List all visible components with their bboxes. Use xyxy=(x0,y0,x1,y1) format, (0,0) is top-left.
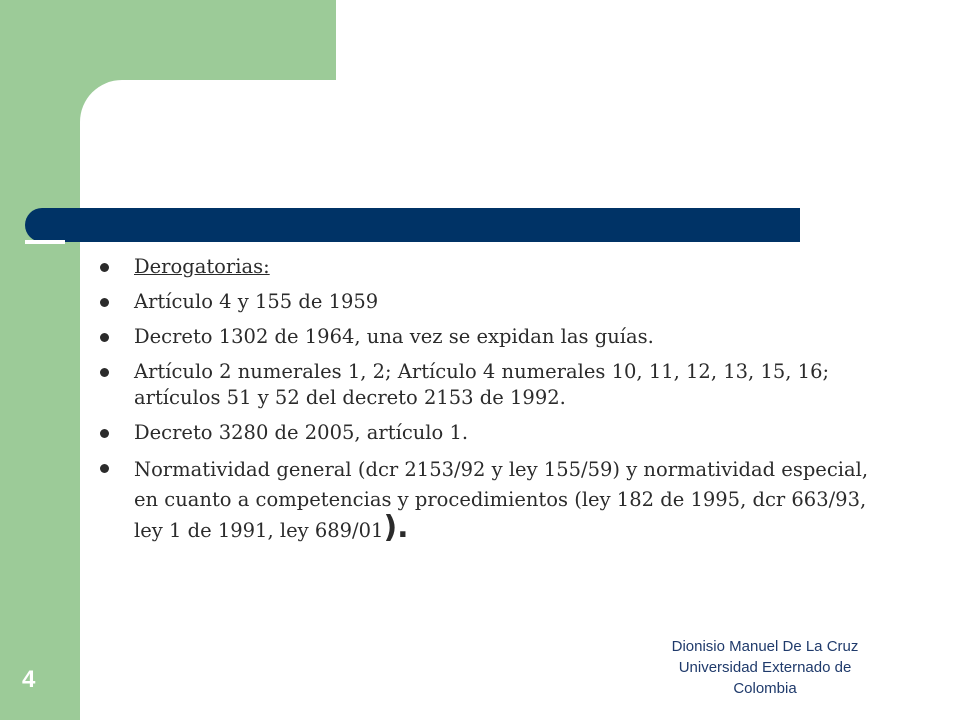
list-item-text: Artículo 4 y 155 de 1959 xyxy=(134,290,379,313)
closing-parenthesis: ). xyxy=(383,510,409,545)
bullet-icon xyxy=(100,368,109,377)
footer-credit xyxy=(630,636,900,699)
footer-country: Colombia xyxy=(733,680,797,697)
list-item-text: Artículo 2 numerales 1, 2; Artículo 4 numerales 10, 11, 12, 13, 15, 16; artículos 51 y 52 del decreto 2153 de 1992. xyxy=(134,360,830,409)
title-bar-cap xyxy=(25,240,65,244)
list-item-text: Normatividad general (dcr 2153/92 y ley 155/59) y normatividad especial, en cuanto a competencias y procedimientos (ley 182 de 1995, dcr 663/93, ley 1 de 1991, ley 689/01 xyxy=(134,458,869,542)
list-item xyxy=(98,289,898,315)
list-item xyxy=(98,420,898,446)
list-item-text: Derogatorias: xyxy=(134,255,270,278)
rounded-corner-decoration xyxy=(80,80,140,140)
footer-author: Dionisio Manuel De La Cruz xyxy=(671,638,859,655)
bullet-icon xyxy=(100,263,109,272)
bullet-icon xyxy=(100,333,109,342)
list-item-text: Decreto 3280 de 2005, artículo 1. xyxy=(134,421,469,444)
left-accent-strip xyxy=(0,0,80,720)
list-item xyxy=(98,324,898,350)
list-item xyxy=(98,254,898,280)
title-bar xyxy=(25,208,800,242)
list-item-text: Decreto 1302 de 1964, una vez se expidan las guías. xyxy=(134,325,654,348)
bullet-list-area xyxy=(98,254,898,555)
slide-number: 4 xyxy=(22,666,36,693)
footer-institution: Universidad Externado de xyxy=(678,659,852,676)
list-item xyxy=(98,455,898,546)
bullet-icon xyxy=(100,429,109,438)
top-accent-block xyxy=(80,0,336,80)
list-item xyxy=(98,359,898,411)
bullet-icon xyxy=(100,464,109,473)
bullet-list xyxy=(98,254,898,546)
bullet-icon xyxy=(100,298,109,307)
